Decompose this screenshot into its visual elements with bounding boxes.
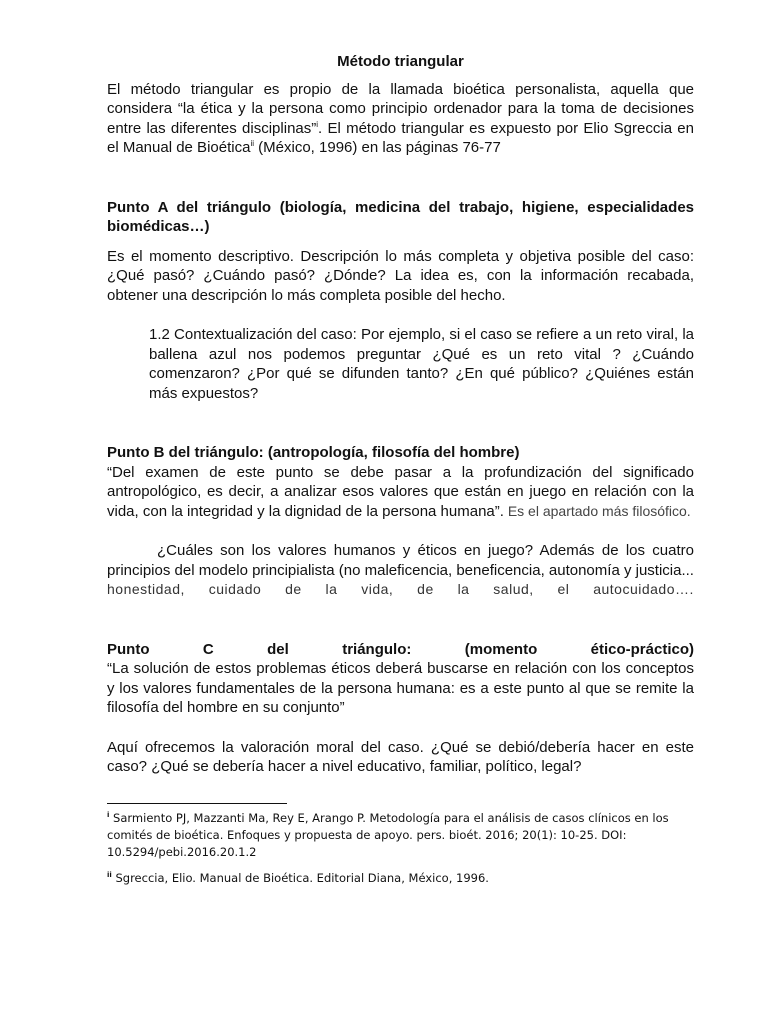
spacer <box>107 305 694 325</box>
document-body <box>107 52 694 887</box>
footnote-ref-2[interactable]: ii <box>250 139 254 148</box>
punto-c-heading-word: (momento <box>464 640 538 658</box>
intro-text-3: (México, 1996) en las páginas 76-77 <box>254 139 501 156</box>
punto-c-heading-word: ético-práctico) <box>590 640 694 658</box>
page-title: Método triangular <box>337 53 464 70</box>
punto-a-body: Es el momento descriptivo. Descripción lo más completa y objetiva posible del caso: ¿Qué pasó? ¿Cuándo pasó? ¿Dónde? La idea es, con la información recabada, obtener una descripción lo más completa posible del hecho. <box>107 247 694 304</box>
punto-b-quote-tail: Es el apartado más filosófico. <box>503 502 691 519</box>
values-word: de <box>285 581 302 597</box>
intro-paragraph <box>107 80 694 158</box>
values-word: la <box>325 581 338 597</box>
footnote-ref-1[interactable]: i <box>316 119 319 129</box>
values-word: salud, <box>493 581 534 597</box>
values-word: el <box>557 581 570 597</box>
spacer <box>107 403 694 443</box>
intro-text-1: El método triangular es propio de la llamada bioética personalista, aquella que considera “la ética y la persona como principio ordenador para la toma de decisiones entre las diferentes disciplinas” <box>107 80 694 137</box>
values-word: de <box>417 581 434 597</box>
footnote-text-2: Sgreccia, Elio. Manual de Bioética. Editorial Diana, México, 1996. <box>111 870 489 885</box>
punto-b-quote <box>107 463 694 522</box>
punto-b-question: ¿Cuáles son los valores humanos y éticos en juego? Además de los cuatro principios del modelo principialista (no maleficencia, beneficencia, autonomía y justicia... <box>107 542 694 579</box>
footnote-divider <box>107 803 287 804</box>
values-word: autocuidado…. <box>593 581 694 597</box>
footnote-2 <box>107 870 694 887</box>
footnote-text-1: Sarmiento PJ, Mazzanti Ma, Rey E, Arango P. Metodología para el análisis de casos clínicos en los comités de bioética. Enfoques y propuesta de apoyo. pers. bioét. 2016; 20(1): 10-25. DOI: 10.5294/pebi.2016.20.1.2 <box>107 810 669 859</box>
spacer <box>107 237 694 247</box>
spacer <box>107 718 694 738</box>
punto-a-subpoint: 1.2 Contextualización del caso: Por ejemplo, si el caso se refiere a un reto viral, la ballena azul nos podemos preguntar ¿Qué es un reto vital ? ¿Cuándo comenzaron? ¿Por qué se difunden tanto? ¿En qué público? ¿Quiénes están más expuestos? <box>149 326 694 402</box>
punto-c-heading-word: C <box>202 640 214 658</box>
punto-a-heading: Punto A del triángulo (biología, medicina del trabajo, higiene, especialidades biomédicas…) <box>107 198 694 235</box>
punto-c-heading-word: del <box>267 640 289 658</box>
punto-b-heading: Punto B del triángulo: (antropología, filosofía del hombre) <box>107 444 520 461</box>
punto-c-heading-word: Punto <box>107 640 150 658</box>
punto-c-heading <box>107 640 694 660</box>
values-word: honestidad, <box>107 581 185 597</box>
punto-c-body: Aquí ofrecemos la valoración moral del caso. ¿Qué se debió/debería hacer en este caso? ¿Qué se debería hacer a nivel educativo, familiar, político, legal? <box>107 738 694 775</box>
spacer <box>107 600 694 640</box>
footnote-1 <box>107 810 694 861</box>
spacer <box>107 158 694 198</box>
punto-b-quote-text: “Del examen de este punto se debe pasar a la profundización del significado antropológico, es decir, a analizar esos valores que están en juego en relación con la vida, con la integridad y la dignidad de la persona humana”. <box>107 463 694 520</box>
punto-c-quote: “La solución de estos problemas éticos deberá buscarse en relación con los conceptos y los valores fundamentales de la persona humana: es a este punto al que se remite la filosofía del hombre en su conjunto” <box>107 660 694 716</box>
footnote-mark-1: i <box>107 810 110 819</box>
values-word: vida, <box>361 581 394 597</box>
values-word: la <box>457 581 470 597</box>
intro-text-2: . El método triangular es expuesto por Elio Sgreccia en el Manual de Bioética <box>107 119 694 156</box>
footnotes <box>107 810 694 887</box>
punto-c-heading-word: triángulo: <box>342 640 412 658</box>
spacer <box>107 521 694 541</box>
footnote-mark-2: ii <box>107 870 112 879</box>
punto-b-values-line <box>107 580 694 600</box>
values-word: cuidado <box>208 581 262 597</box>
